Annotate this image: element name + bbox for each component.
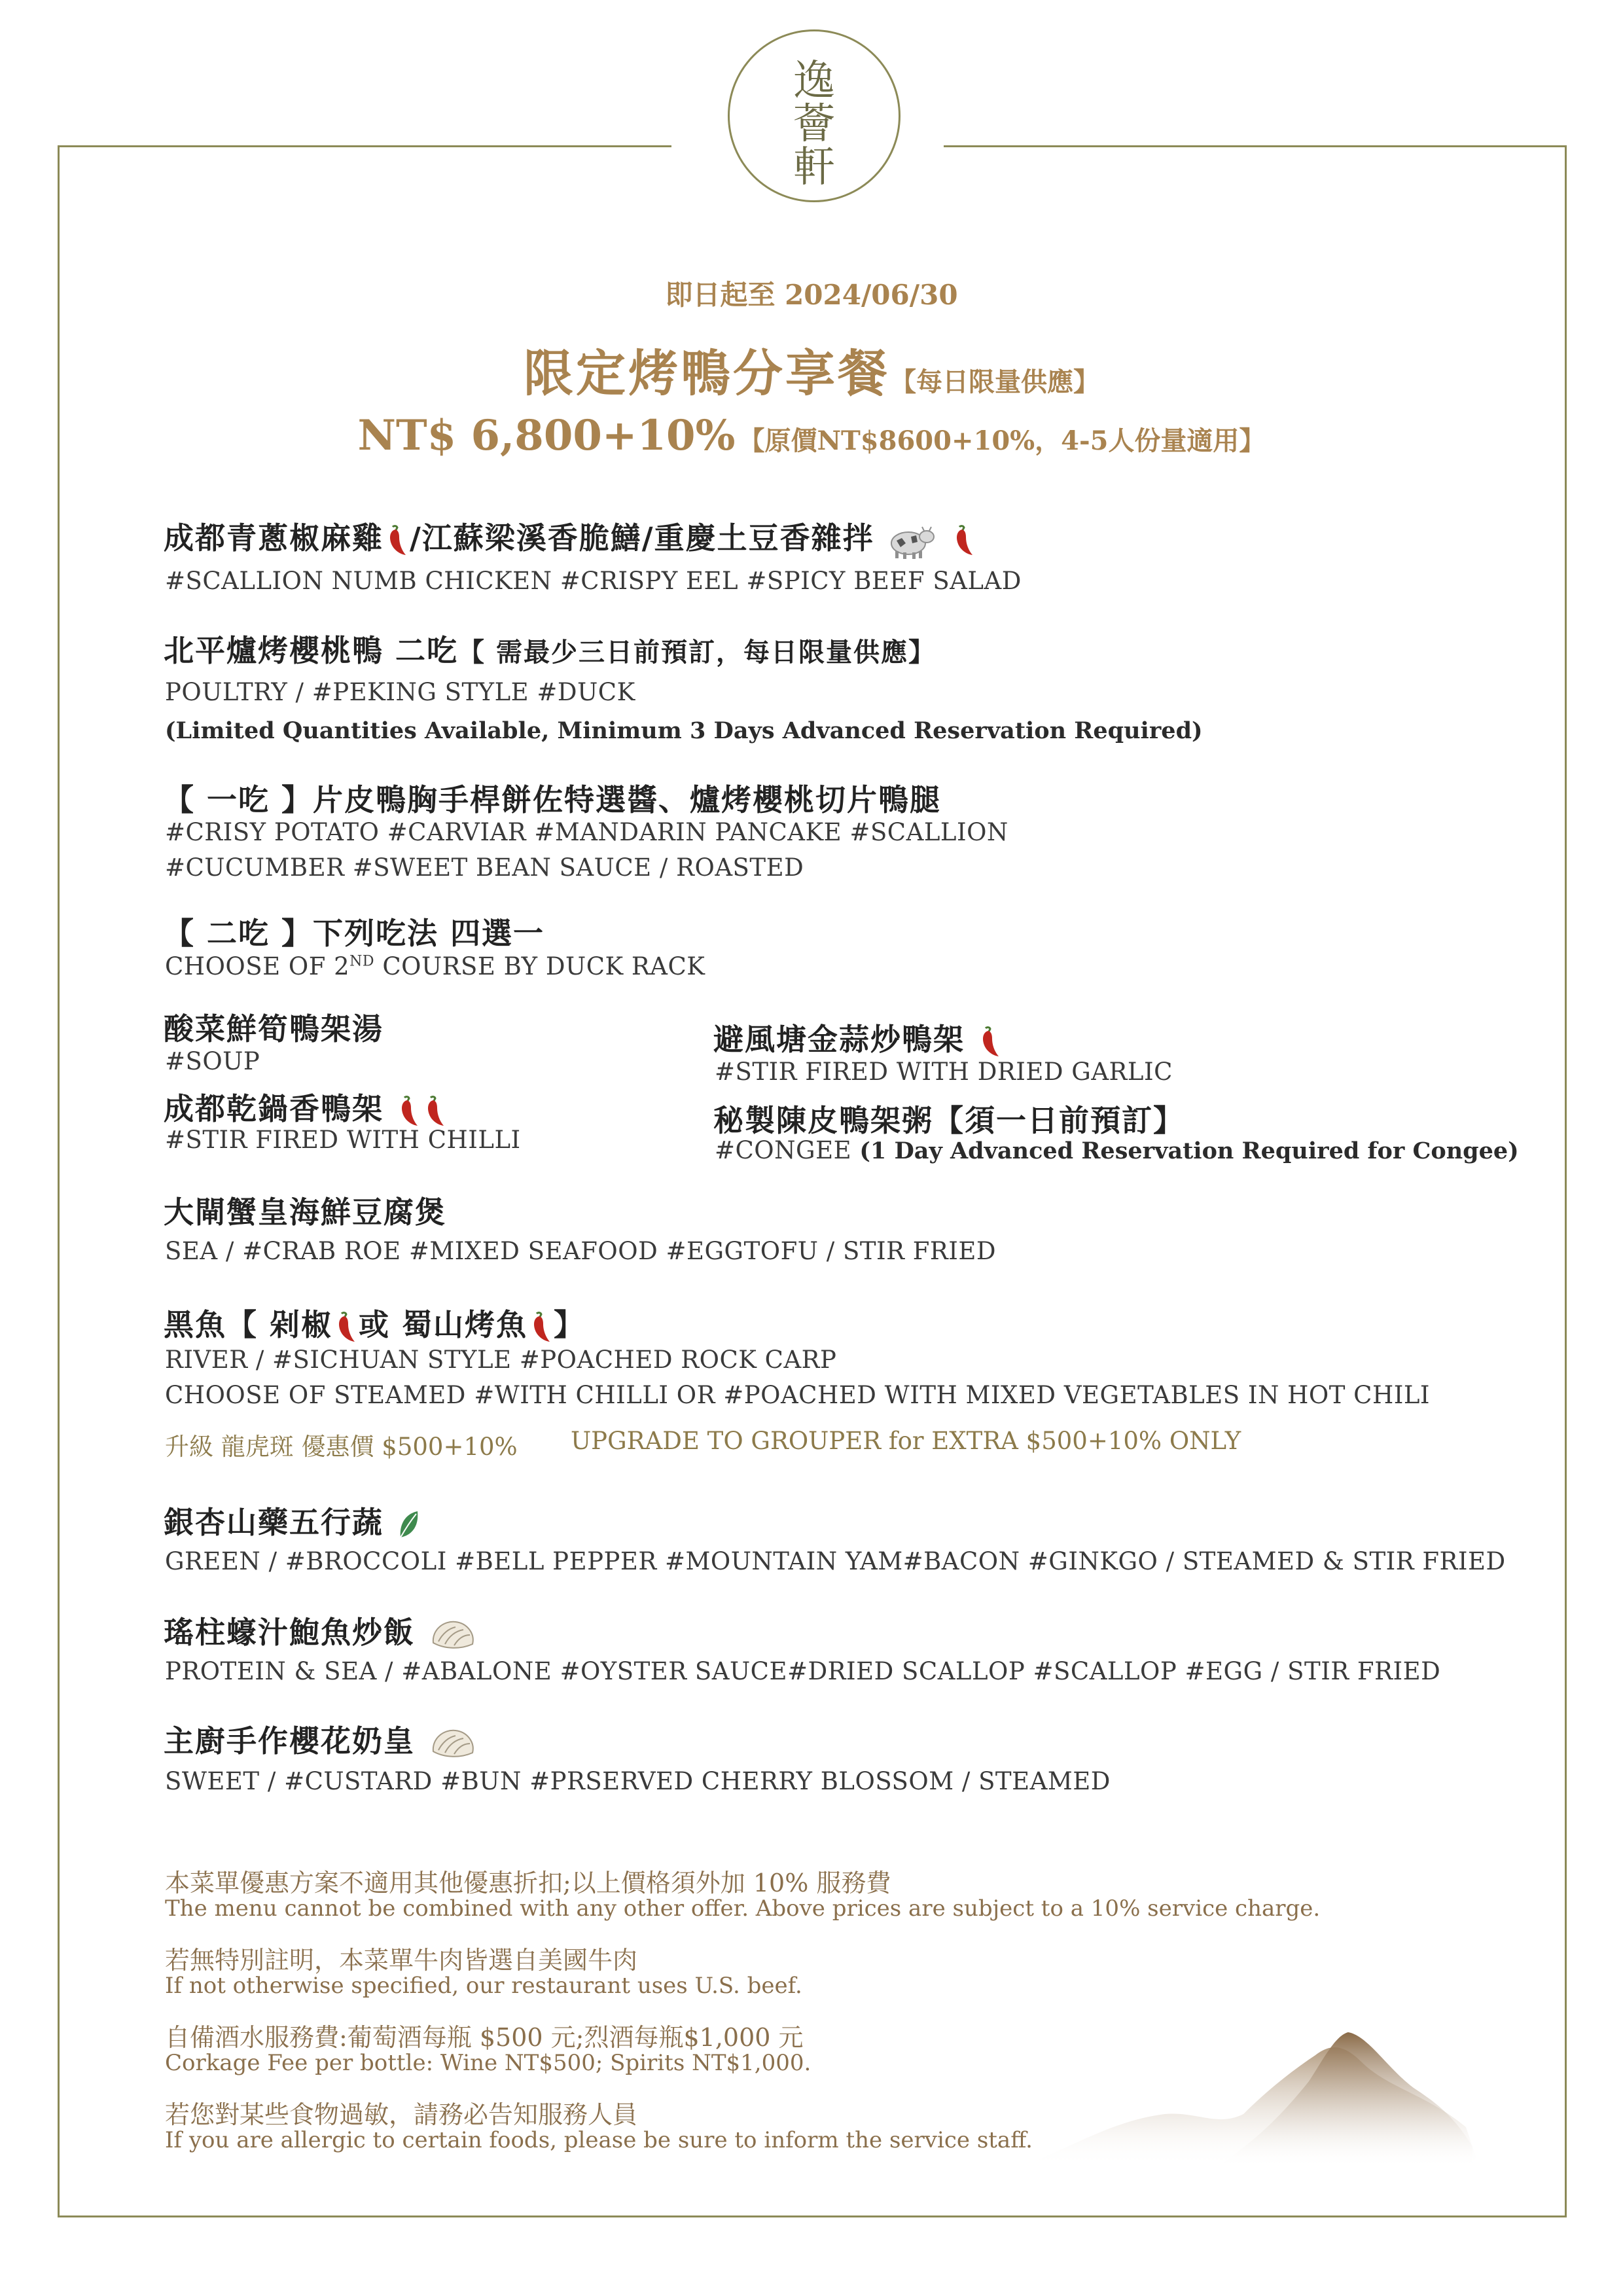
option-soup-tags: #SOUP <box>165 1047 260 1075</box>
dish-peking-duck-note: 【 需最少三日前預訂，每日限量供應】 <box>458 637 936 668</box>
promo-price-row <box>0 411 1623 460</box>
dish-vegetable-title <box>164 1499 421 1542</box>
note-2-en: If not otherwise specified, our restaurant uses U.S. beef. <box>165 1973 802 1999</box>
first-course-title: 【 一吃 】片皮鴨胸手桿餅佐特選醬、爐烤櫻桃切片鴨腿 <box>164 782 942 817</box>
dish-1b-name: /江蘇梁溪香脆鱔/重慶土豆香雜拌 <box>410 520 874 556</box>
chili-pepper-icon <box>976 1026 1003 1058</box>
promo-price-note: 【原價NT$8600+10%，4-5人份量適用】 <box>738 425 1266 456</box>
mountain-illustration <box>1021 2016 1492 2186</box>
dish-fried-rice-name: 瑤柱蠔汁鮑魚炒飯 <box>164 1615 415 1650</box>
chili-pepper-icon <box>421 1095 448 1128</box>
option-congee-tags <box>715 1136 1519 1164</box>
second-course-sub-a: CHOOSE OF 2 <box>165 952 350 980</box>
chili-pepper-icon <box>527 1311 554 1344</box>
second-course-title: 【 二吃 】下列吃法 四選一 <box>164 916 545 951</box>
frame-top-right <box>944 145 1567 147</box>
first-course-tags-2: #CUCUMBER #SWEET BEAN SAUCE / ROASTED <box>165 853 804 882</box>
logo-char-2: 薈 <box>793 100 835 149</box>
second-course-subtitle <box>165 952 705 980</box>
frame-bottom <box>58 2215 1567 2217</box>
dish-dessert-name: 主廚手作櫻花奶皇 <box>164 1723 415 1759</box>
promo-title-note: 【每日限量供應】 <box>890 367 1099 397</box>
dish-dessert-tags: SWEET / #CUSTARD #BUN #PRSERVED CHERRY BLOSSOM / STEAMED <box>165 1767 1111 1795</box>
dish-dessert-title <box>164 1717 479 1763</box>
note-1-en: The menu cannot be combined with any other offer. Above prices are subject to a 10% service charge. <box>165 1895 1321 1922</box>
promo-price: NT$ 6,800+10% <box>357 411 736 460</box>
chili-pepper-icon <box>950 524 976 557</box>
dish-fried-rice-tags: PROTEIN & SEA / #ABALONE #OYSTER SAUCE#DRIED SCALLOP #SCALLOP #EGG / STIR FRIED <box>165 1657 1441 1685</box>
leaf-icon <box>395 1509 421 1541</box>
note-2-zh: 若無特別註明，本菜單牛肉皆選自美國牛肉 <box>165 1946 638 1975</box>
cow-icon <box>886 521 938 560</box>
dish-vegetable-tags: GREEN / #BROCCOLI #BELL PEPPER #MOUNTAIN YAM#BACON #GINKGO / STEAMED & STIR FRIED <box>165 1547 1506 1575</box>
logo-char-3: 軒 <box>793 143 835 192</box>
dish-fish-choice: CHOOSE OF STEAMED #WITH CHILLI OR #POACHED WITH MIXED VEGETABLES IN HOT CHILI <box>165 1381 1431 1409</box>
promo-title-row <box>0 334 1623 405</box>
second-course-sub-b: COURSE BY DUCK RACK <box>374 952 705 980</box>
dish-crab-tofu-tags: SEA / #CRAB ROE #MIXED SEAFOOD #EGGTOFU / STIR FRIED <box>165 1237 997 1265</box>
dish-peking-duck-reservation: (Limited Quantities Available, Minimum 3 Days Advanced Reservation Required) <box>165 717 1203 744</box>
option-chilli-tags: #STIR FIRED WITH CHILLI <box>165 1126 521 1154</box>
shellfish-icon <box>427 1615 479 1655</box>
dish-cold-platter-tags: #SCALLION NUMB CHICKEN #CRISPY EEL #SPICY BEEF SALAD <box>165 567 1022 595</box>
option-garlic-title <box>713 1016 1003 1059</box>
promo-title: 限定烤鴨分享餐 <box>524 344 890 403</box>
dish-fish-upgrade-en: UPGRADE TO GROUPER for EXTRA $500+10% ONLY <box>571 1427 1241 1455</box>
second-course-sup: ND <box>349 953 375 970</box>
note-1-zh: 本菜單優惠方案不適用其他優惠折扣;以上價格須外加 10% 服務費 <box>165 1869 891 1897</box>
dish-1a-name: 成都青蔥椒麻雞 <box>164 520 383 556</box>
dish-fried-rice-title <box>164 1609 479 1655</box>
dish-peking-duck-title <box>164 627 936 670</box>
dish-vegetable-name: 銀杏山藥五行蔬 <box>164 1505 383 1540</box>
dish-fish-tags: RIVER / #SICHUAN STYLE #POACHED ROCK CARP <box>165 1346 837 1374</box>
first-course-tags-1: #CRISY POTATO #CARVIAR #MANDARIN PANCAKE #SCALLION <box>165 818 1008 846</box>
dish-crab-tofu-name: 大閘蟹皇海鮮豆腐煲 <box>164 1194 446 1230</box>
dish-fish-name-b: 或 蜀山烤魚 <box>359 1307 528 1342</box>
dish-peking-duck-tags: POULTRY / #PEKING STYLE #DUCK <box>165 678 635 706</box>
shellfish-icon <box>427 1724 479 1763</box>
note-4-zh: 若您對某些食物過敏，請務必告知服務人員 <box>165 2100 638 2129</box>
option-congee-name: 秘製陳皮鴨架粥【須一日前預訂】 <box>713 1103 1185 1138</box>
chili-pepper-icon <box>383 524 410 557</box>
dish-fish-title <box>164 1301 585 1344</box>
chili-pepper-icon <box>395 1095 421 1128</box>
dish-fish-upgrade-zh: 升級 龍虎斑 優惠價 $500+10% <box>165 1433 518 1461</box>
restaurant-logo <box>728 29 901 202</box>
chili-pepper-icon <box>332 1311 359 1344</box>
option-chilli-name: 成都乾鍋香鴨架 <box>164 1091 383 1126</box>
option-congee-tag: #CONGEE <box>715 1136 860 1164</box>
note-3-en: Corkage Fee per bottle: Wine NT$500; Spirits NT$1,000. <box>165 2050 812 2076</box>
logo-char-1: 逸 <box>793 57 835 105</box>
option-soup-name: 酸菜鮮筍鴨架湯 <box>164 1011 383 1047</box>
option-chilli-title <box>164 1085 448 1128</box>
option-garlic-name: 避風塘金蒜炒鴨架 <box>713 1022 965 1057</box>
option-congee-note: (1 Day Advanced Reservation Required for Congee) <box>859 1138 1519 1164</box>
dish-peking-duck-name: 北平爐烤櫻桃鴨 二吃 <box>164 633 459 668</box>
dish-fish-name-a: 黑魚【 剁椒 <box>164 1307 333 1342</box>
promo-date-line: 即日起至 2024/06/30 <box>665 279 958 311</box>
option-garlic-tags: #STIR FIRED WITH DRIED GARLIC <box>715 1058 1173 1086</box>
frame-top-left <box>58 145 671 147</box>
dish-cold-platter-title <box>164 514 976 560</box>
note-3-zh: 自備酒水服務費:葡萄酒每瓶 $500 元;烈酒每瓶$1,000 元 <box>165 2023 804 2052</box>
dish-fish-name-c: 】 <box>554 1307 586 1342</box>
note-4-en: If you are allergic to certain foods, please be sure to inform the service staff. <box>165 2127 1033 2153</box>
